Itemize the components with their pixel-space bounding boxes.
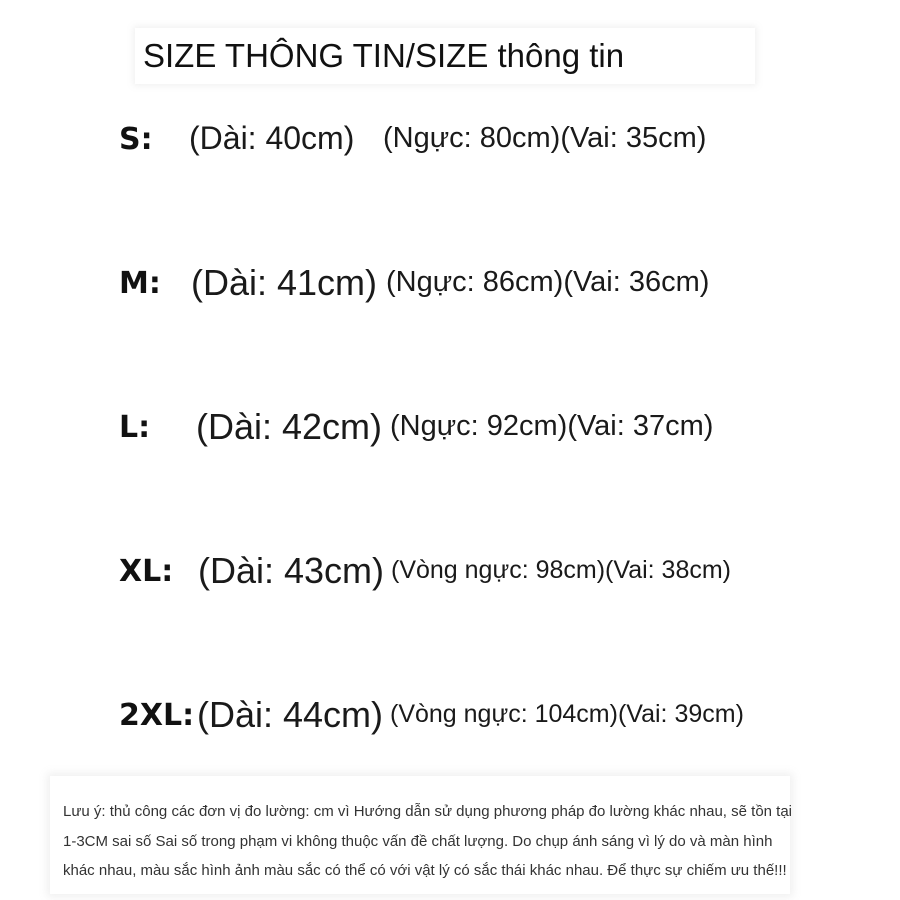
size-details: (Vòng ngực: 104cm)(Vai: 39cm) bbox=[390, 700, 744, 728]
size-row-2xl bbox=[0, 686, 900, 746]
measurement-note: Lưu ý: thủ công các đơn vị đo lường: cm vì Hướng dẫn sử dụng phương pháp đo lường khác nhau, sẽ tồn tại 1-3CM sai số Sai số trong phạm vi không thuộc vấn đề chất lượng. Do chụp ánh sáng vì lý do và màn hình khác nhau, màu sắc hình ảnh màu sắc có thể có với vật lý có sắc thái khác nhau. Để thực sự chiếm ưu thế!!! bbox=[63, 803, 793, 879]
size-details: (Ngực: 92cm)(Vai: 37cm) bbox=[390, 410, 714, 442]
size-row-l bbox=[0, 398, 900, 458]
size-label: 2XL: bbox=[119, 698, 195, 733]
size-length: (Dài: 42cm) bbox=[196, 406, 383, 447]
size-row-m bbox=[0, 254, 900, 314]
size-details: (Ngực: 86cm)(Vai: 36cm) bbox=[386, 266, 710, 298]
page-title: SIZE THÔNG TIN/SIZE thông tin bbox=[143, 37, 625, 74]
size-row-xl bbox=[0, 542, 900, 602]
size-label: S: bbox=[119, 122, 153, 157]
size-label: M: bbox=[119, 266, 161, 301]
size-details: (Vòng ngực: 98cm)(Vai: 38cm) bbox=[391, 556, 732, 584]
size-length: (Dài: 44cm) bbox=[197, 694, 384, 735]
size-length: (Dài: 40cm) bbox=[189, 120, 355, 156]
size-row-s bbox=[0, 110, 900, 170]
size-length: (Dài: 43cm) bbox=[198, 550, 385, 591]
size-length: (Dài: 41cm) bbox=[191, 262, 378, 303]
size-label: L: bbox=[119, 410, 151, 445]
size-label: XL: bbox=[119, 554, 174, 589]
size-details: (Ngực: 80cm)(Vai: 35cm) bbox=[383, 122, 707, 154]
